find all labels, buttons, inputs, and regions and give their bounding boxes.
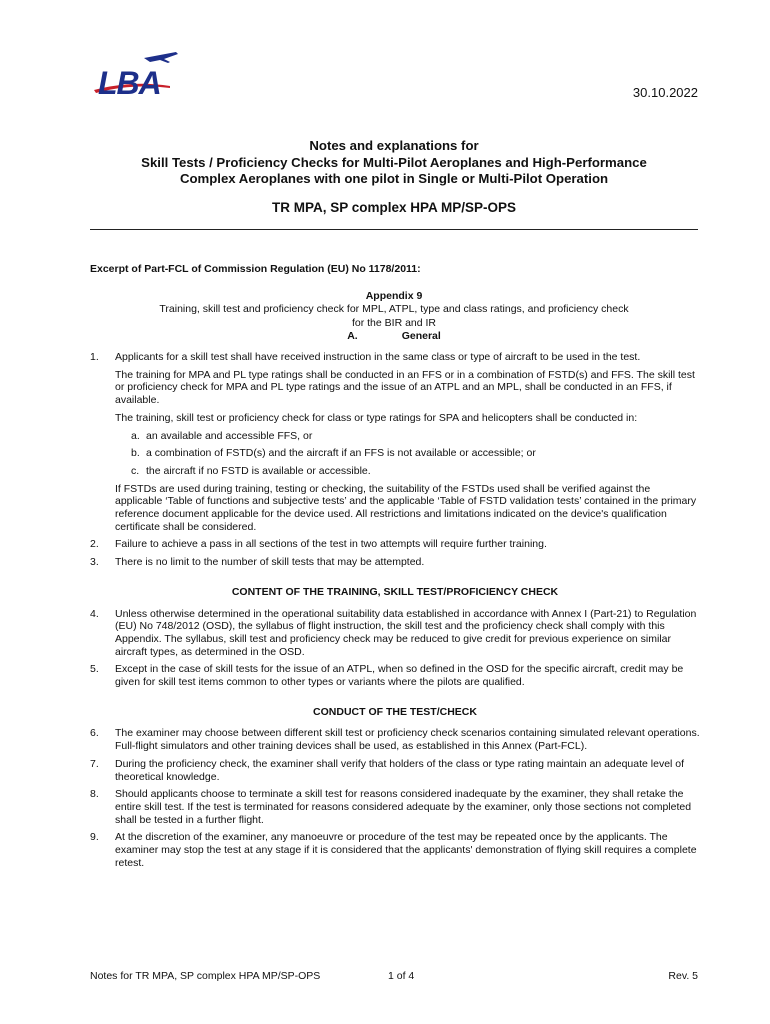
item-paragraph: Except in the case of skill tests for the issue of an ATPL, when so defined in the OSD for the specific aircraft, credit may be given for skill test items common to other types or variants where the pilots are qualified. [115,663,684,689]
item-paragraph: Applicants for a skill test shall have received instruction in the same class or type of aircraft to be used in the test. [115,351,641,363]
logo-text: LBA [98,65,161,100]
item-paragraph: If FSTDs are used during training, testing or checking, the suitability of the FSTDs used shall be verified against the applicable ‘Table of functions and subjective tests’ and the applicable ‘Table of FSTD validation tests’ contained in the primary reference document applicable for the device used. All restrictions and limitations indicated on the device's qualification certificate shall be considered. [115,482,697,533]
lba-logo-graphic [92,50,180,100]
title-line-2: Skill Tests / Proficiency Checks for Multi-Pilot Aeroplanes and High-Performance [141,154,647,170]
appendix-desc-1: Training, skill test and proficiency check for MPL, ATPL, type and class ratings, and proficiency check [159,303,629,316]
item-paragraph: The training, skill test or proficiency check for class or type ratings for SPA and helicopters shall be conducted in: [115,411,638,424]
sub-item [131,465,700,478]
item-number: 5. [90,663,99,676]
item-number: 7. [90,757,99,770]
document-body [90,351,700,875]
section-heading-content: CONTENT OF THE TRAINING, SKILL TEST/PROFICIENCY CHECK [231,585,559,598]
sub-item [131,430,700,443]
appendix-title: Appendix 9 [365,290,423,302]
appendix-header [90,290,698,343]
item-number: 3. [90,556,99,569]
section-title: General [401,329,441,342]
document-title [90,138,698,188]
title-divider [90,229,698,230]
title-line-3: Complex Aeroplanes with one pilot in Single or Multi-Pilot Operation [179,171,609,186]
excerpt-heading: Excerpt of Part-FCL of Commission Regulation (EU) No 1178/2011: [90,263,421,275]
footer-revision: Rev. 5 [668,970,698,982]
list-item [90,727,700,752]
sub-item-letter: b. [131,447,140,460]
title-line-1: Notes and explanations for [309,138,479,153]
footer-document-name: Notes for TR MPA, SP complex HPA MP/SP-OPS [90,970,321,982]
item-paragraph: At the discretion of the examiner, any manoeuvre or procedure of the test may be repeated once by the applicants. The examiner may stop the test at any stage if it is considered that the applicants' demonstration of flying skill requires a complete retest. [115,831,697,869]
list-item [90,758,700,783]
document-date: 30.10.2022 [632,85,698,100]
item-number: 1. [90,351,99,363]
item-paragraph: The training for MPA and PL type ratings shall be conducted in an FFS or in a combination of FSTD(s) and FFS. The skill test or proficiency check for MPA and PL type ratings and the issue of an ATPL and an MPL, shall be conducted in an FFS, if available. [115,368,695,407]
sub-item-text: an available and accessible FFS, or [146,429,313,442]
item-number: 6. [90,727,99,740]
item-paragraph: During the proficiency check, the examiner shall verify that holders of the class or type rating maintain an adequate level of theoretical knowledge. [115,757,685,783]
list-item [90,556,700,569]
sub-item-letter: c. [131,464,140,477]
list-item [90,608,700,659]
sub-item-letter: a. [131,429,140,442]
footer-page-number: 1 of 4 [388,970,415,982]
sub-item-text: a combination of FSTD(s) and the aircraft if an FFS is not available or accessible; or [146,447,536,460]
item-number: 2. [90,538,99,551]
list-item [90,351,700,533]
list-item [90,538,700,551]
item-paragraph: Should applicants choose to terminate a skill test for reasons considered inadequate by the examiner, they shall retake the entire skill test. If the test is terminated for reasons considered adequate by the examiner, only those sections not completed shall be tested in a further flight. [115,788,692,826]
document-subtitle: TR MPA, SP complex HPA MP/SP-OPS [271,200,517,215]
list-item [90,663,700,688]
item-number: 4. [90,607,99,620]
section-a-heading [90,330,698,343]
section-letter: A. [347,329,358,342]
item-number: 9. [90,831,99,844]
appendix-desc-2: for the BIR and IR [351,316,437,329]
item-paragraph: Failure to achieve a pass in all sections of the test in two attempts will require further training. [115,538,547,551]
item-paragraph: Unless otherwise determined in the operational suitability data established in accordance with Annex I (Part-21) to Regulation (EU) No 748/2012 (OSD), the syllabus of flight instruction, the skill test and the proficiency check shall comply with this Appendix. The syllabus, skill test and proficiency check may be reduced to give credit for previous experience on similar aircraft types, as determined in the OSD. [115,607,697,658]
item-paragraph: The examiner may choose between different skill test or proficiency check scenarios containing simulated relevant operations. Full-flight simulators and other training devices shall be used, as established in this Annex (Part-FCL). [115,727,700,753]
sub-item [131,447,700,460]
lba-logo [92,50,180,100]
sub-item-text: the aircraft if no FSTD is available or accessible. [146,464,371,477]
list-item [90,788,700,826]
item-number: 8. [90,788,99,801]
item-paragraph: There is no limit to the number of skill tests that may be attempted. [115,556,425,569]
airplane-icon [144,52,178,63]
section-heading-conduct: CONDUCT OF THE TEST/CHECK [313,705,477,718]
list-item [90,831,700,869]
